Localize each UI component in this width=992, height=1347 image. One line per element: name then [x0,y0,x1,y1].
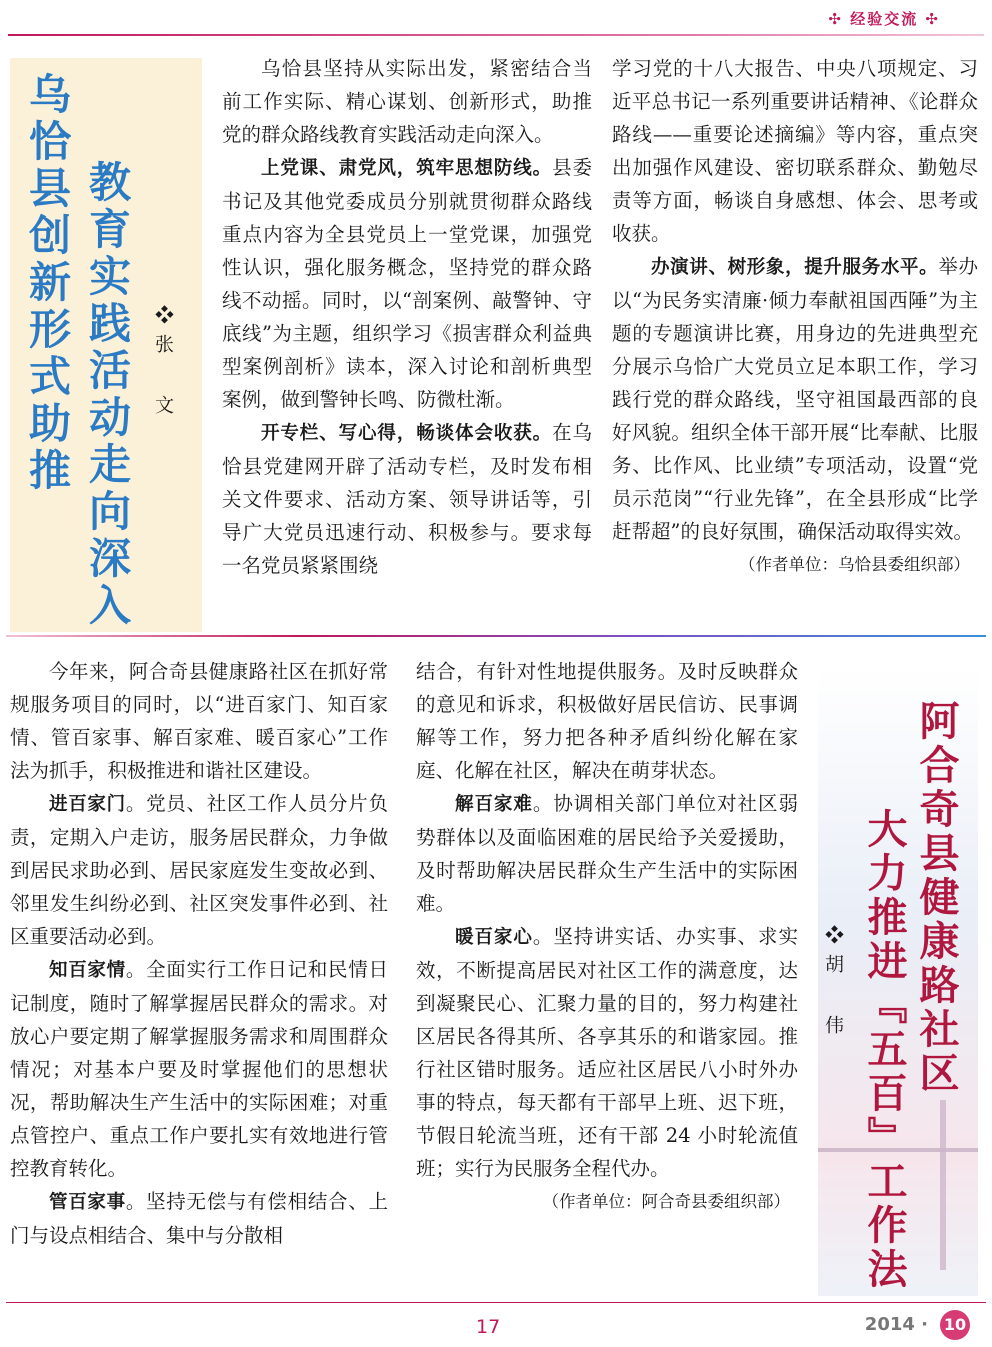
article2-title-line1: 阿合奇县健康路社区 [913,700,959,1096]
paragraph-heading: 开专栏、写心得，畅谈体会收获。 [261,423,553,444]
paragraph-heading: 暖百家心 [455,927,533,948]
header-divider [8,34,984,36]
article1-author-unit: （作者单位：乌恰县委组织部） [739,555,970,574]
article1-title-line2: 教育实践活动走向深入 [83,160,132,630]
article2-column-2 [416,655,798,1218]
article-divider [6,635,986,637]
paragraph: 学习党的十八大报告、中央八项规定、习近平总书记一系列重要讲话精神、《论群众路线——重要论述摘编》等内容，重点突出加强作风建设、密切联系群众、勤勉尽责等方面，畅谈自身感想、体会、思考或收获。 [612,57,978,245]
bridge-tower-decoration [940,1100,946,1270]
paragraph-heading: 进百家门 [49,794,126,815]
paragraph: 上党课、肃党风，筑牢思想防线。县委书记及其他党委成员分别就贯彻群众路线重点内容为全县党员上一堂党课，加强党性认识，强化服务概念，坚持党的群众路线不动摇。同时，以“剖案例、敲警钟、守底线”为主题，组织学习《损害群众利益典型案例剖析》读本，深入讨论和剖析典型案例，做到警钟长鸣、防微杜渐。 [222,156,592,411]
page-number: 17 [476,1316,501,1338]
paragraph-heading: 解百家难 [455,794,533,815]
article2-column-1 [10,655,388,1252]
article2-title-line2: 大力推进『五百』工作法 [861,808,907,1292]
article1-title-line1: 乌恰县创新形式助推 [23,72,72,495]
issue-number-badge: 10 [940,1310,970,1340]
paragraph-heading: 管百家事 [49,1192,126,1213]
paragraph-heading: 上党课、肃党风，筑牢思想防线。 [261,158,553,179]
paragraph: 结合，有针对性地提供服务。及时反映群众的意见和诉求，积极做好居民信访、民事调解等工作，努力把各种矛盾纠纷化解在家庭、化解在社区，解决在萌芽状态。 [416,660,798,782]
paragraph: 进百家门。党员、社区工作人员分片负责，定期入户走访，服务居民群众，力争做到居民求助必到、居民家庭发生变故必到、邻里发生纠纷必到、社区突发事件必到、社区重要活动必到。 [10,792,388,948]
article1-column-1 [222,52,592,582]
paragraph: 开专栏、写心得，畅谈体会收获。在乌恰县党建网开辟了活动专栏，及时发布相关文件要求、活动方案、领导讲话等，引导广大党员迅速行动、积极参与。要求每一名党员紧紧围绕 [222,421,592,577]
article2-author-unit: （作者单位：阿合奇县委组织部） [542,1192,790,1211]
footer-divider [6,1302,986,1303]
paragraph: 今年来，阿合奇县健康路社区在抓好常规服务项目的同时，以“进百家门、知百家情、管百家事、解百家难、暖百家心”工作法为抓手，积极推进和谐社区建设。 [10,660,388,782]
paragraph: 办演讲、树形象，提升服务水平。举办以“为民务实清廉·倾力奉献祖国西陲”为主题的专题演讲比赛，用身边的先进典型充分展示乌恰广大党员立足本职工作，学习践行党的群众路线，坚守祖国最西部的良好风貌。组织全体干部开展“比奉献、比服务、比作风、比业绩”专项活动，设置“党员示范岗”“行业先锋”，在全县形成“比学赶帮超”的良好氛围，确保活动取得实效。 [612,255,978,543]
paragraph: 解百家难。协调相关部门单位对社区弱势群体以及面临困难的居民给予关爱援助，及时帮助解决居民群众生产生活中的实际困难。 [416,792,798,915]
article1-byline: ❖张 文 [152,305,174,424]
paragraph: 暖百家心。坚持讲实话、办实事、求实效，不断提高居民对社区工作的满意度，达到凝聚民心、汇聚力量的目的，努力构建社区居民各得其所、各享其乐的和谐家园。推行社区错时服务。适应社区居民八小时外办事的特点，每天都有干部早上班、迟下班，节假日轮流当班，还有干部 24 小时轮流值班；实行为民服务全程代办。 [416,925,798,1180]
article2-byline: ❖胡 伟 [822,925,844,1044]
paragraph-heading: 办演讲、树形象，提升服务水平。 [651,257,939,278]
paragraph: 知百家情。全面实行工作日记和民情日记制度，随时了解掌握居民群众的需求。对放心户要定期了解掌握服务需求和周围群众情况；对基本户要及时掌握他们的思想状况，帮助解决生产生活中的实际困难；对重点管控户、重点工作户要扎实有效地进行管控教育转化。 [10,958,388,1180]
article1-column-2 [612,52,978,581]
section-tag: ✣ 经验交流 ✣ [828,10,940,28]
issue-year: 2014 · [864,1314,928,1335]
paragraph-heading: 知百家情 [49,960,126,981]
paragraph: 乌恰县坚持从实际出发，紧密结合当前工作实际、精心谋划、创新形式，助推党的群众路线教育实践活动走向深入。 [222,57,592,146]
paragraph: 管百家事。坚持无偿与有偿相结合、上门与设点相结合、集中与分散相 [10,1190,388,1247]
